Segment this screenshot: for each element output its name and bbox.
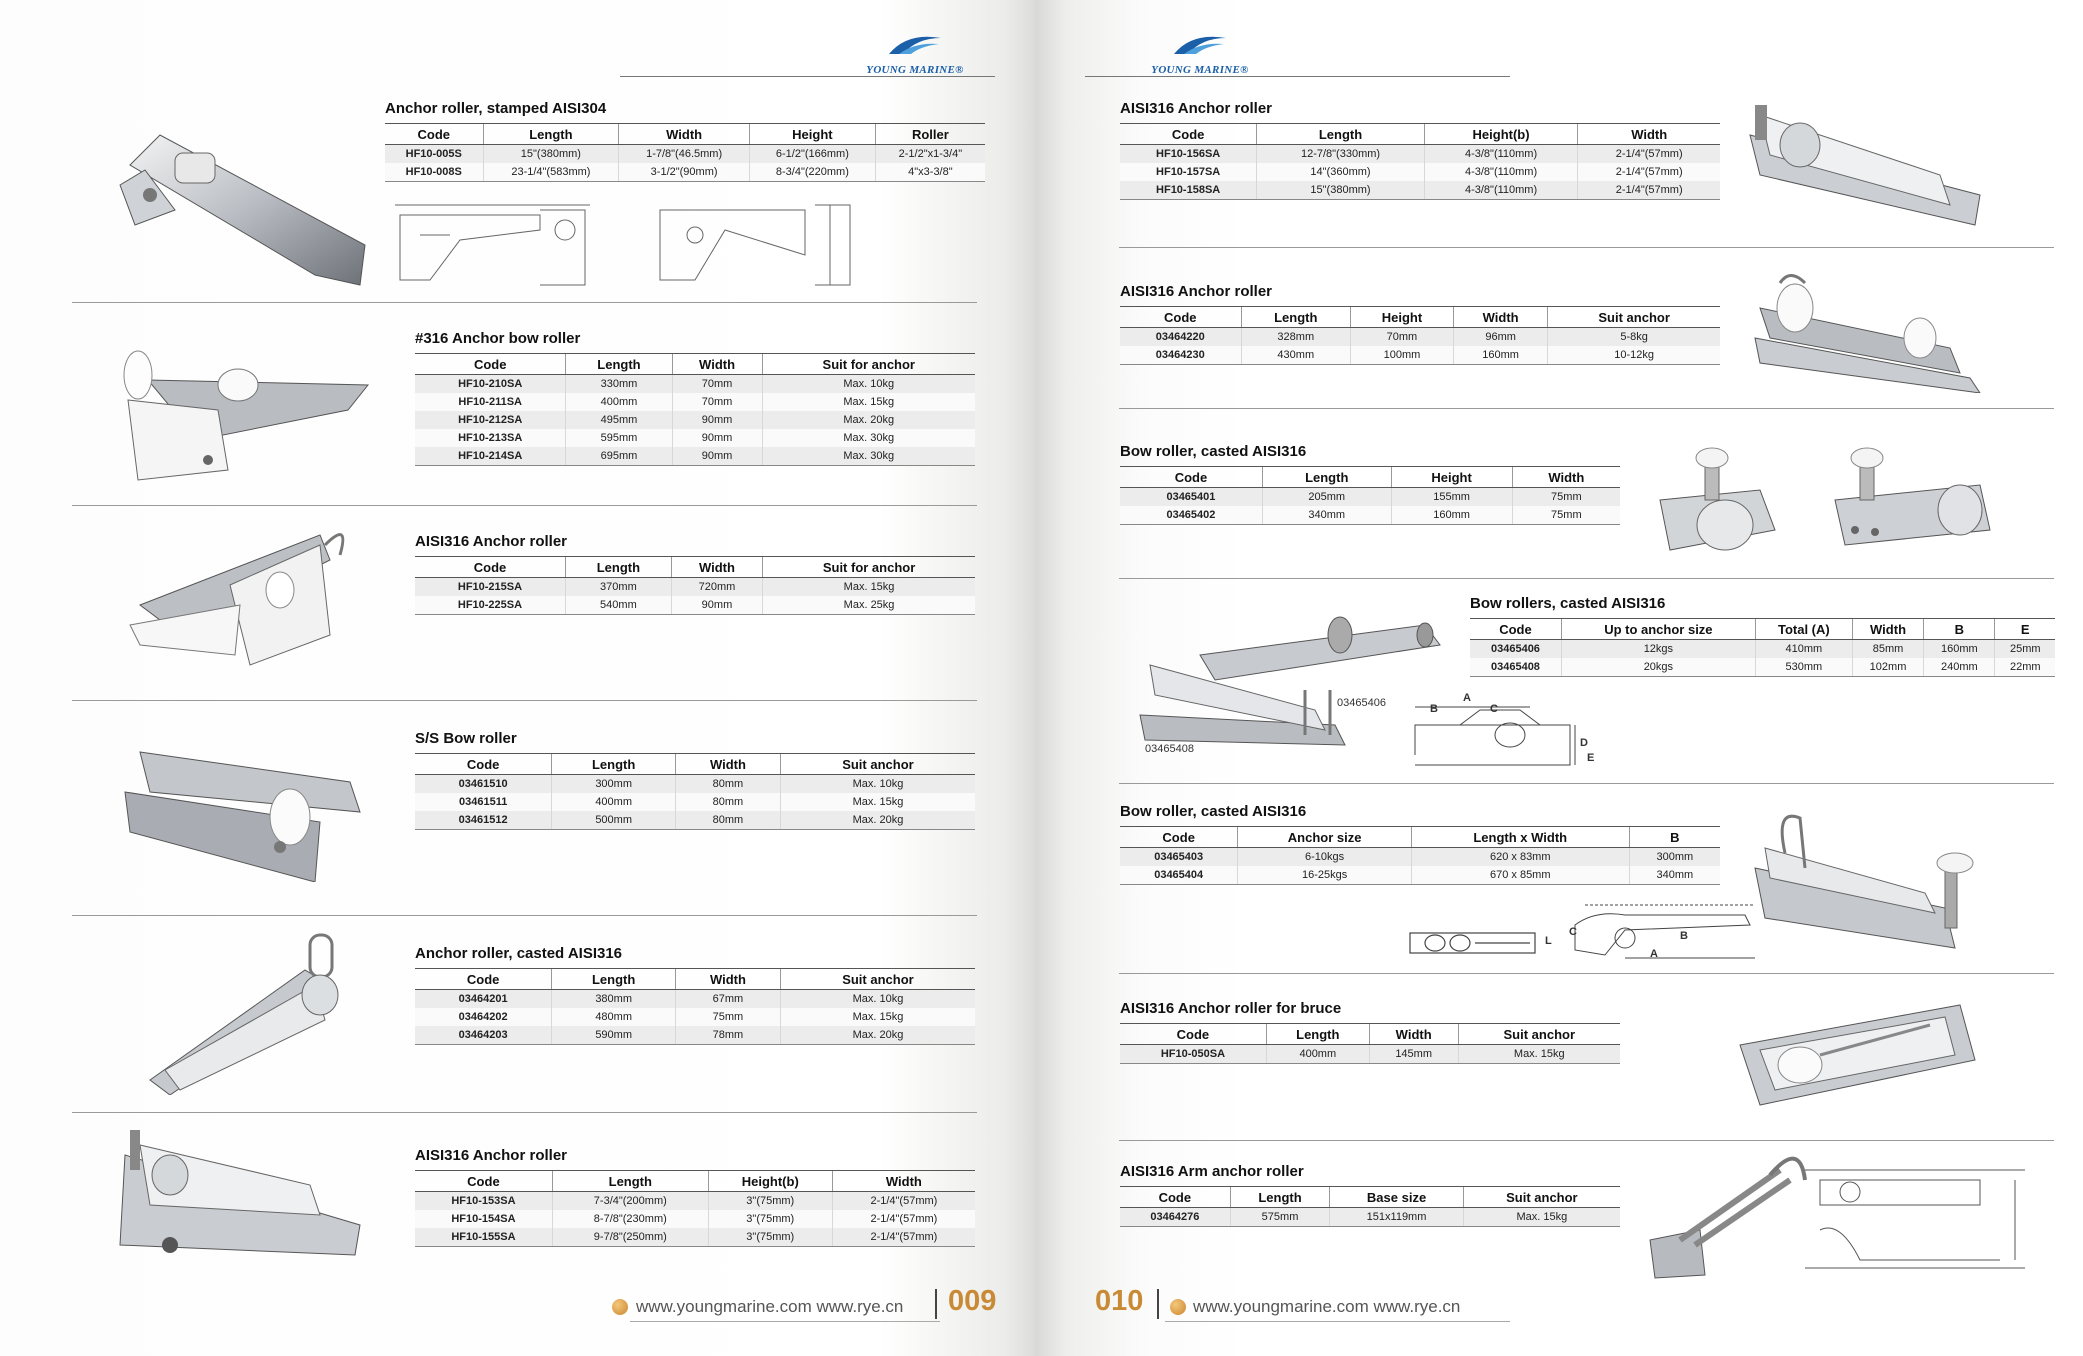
table-row: HF10-212SA 495mm 90mm Max. 20kg bbox=[415, 411, 975, 429]
section-title: Bow rollers, casted AISI316 bbox=[1470, 595, 1666, 612]
section-aisi316-anchor-roller-a bbox=[415, 533, 975, 615]
table-row: HF10-211SA 400mm 70mm Max. 15kg bbox=[415, 393, 975, 411]
spec-table bbox=[415, 556, 975, 615]
side-view-dimension-drawing bbox=[1565, 900, 1765, 960]
header-rule bbox=[1085, 76, 1510, 77]
section-bow-rollers-casted bbox=[1470, 595, 2055, 677]
col-width: Width bbox=[1453, 307, 1547, 328]
col-suit: Suit for anchor bbox=[763, 557, 975, 578]
col-suit: Suit anchor bbox=[780, 969, 975, 990]
col-suit: Suit anchor bbox=[1458, 1024, 1620, 1045]
left-page bbox=[0, 0, 1035, 1356]
website-link[interactable]: www.youngmarine.com www.rye.cn bbox=[1193, 1297, 1461, 1316]
section-divider bbox=[1119, 408, 2054, 409]
bow-roller-03465408-image bbox=[1135, 655, 1350, 750]
col-length: Length bbox=[552, 969, 676, 990]
boat-logo-icon bbox=[885, 30, 945, 58]
spec-table bbox=[1120, 123, 1720, 200]
col-code: Code bbox=[415, 754, 552, 775]
table-row: HF10-155SA 9-7/8"(250mm) 3"(75mm) 2-1/4"(57mm) bbox=[415, 1228, 975, 1247]
spec-table bbox=[415, 753, 975, 830]
dim-label-e: E bbox=[1587, 752, 1595, 764]
table-row: 03464202 480mm 75mm Max. 15kg bbox=[415, 1008, 975, 1026]
table-row: 03464230 430mm 100mm 160mm 10-12kg bbox=[1120, 346, 1720, 365]
col-width: Width bbox=[1852, 619, 1923, 640]
spec-table bbox=[1120, 306, 1720, 365]
col-height: Height bbox=[749, 124, 875, 145]
section-title: Bow roller, casted AISI316 bbox=[1120, 803, 1307, 820]
col-height: Height bbox=[1350, 307, 1453, 328]
section-divider bbox=[72, 1112, 977, 1113]
section-bow-roller-casted-a bbox=[1120, 443, 1620, 525]
spec-table bbox=[1120, 1186, 1620, 1227]
col-code: Code bbox=[385, 124, 483, 145]
table-row: 03464220 328mm 70mm 96mm 5-8kg bbox=[1120, 328, 1720, 347]
col-width: Width bbox=[1578, 124, 1720, 145]
col-length: Length bbox=[1262, 467, 1391, 488]
col-height: Height(b) bbox=[708, 1171, 832, 1192]
spec-table bbox=[385, 123, 985, 182]
bow-rollers-dimension-drawing bbox=[1410, 695, 1600, 770]
section-divider bbox=[1119, 578, 2054, 579]
col-roller: Roller bbox=[875, 124, 985, 145]
table-row: 03465401 205mm 155mm 75mm bbox=[1120, 488, 1620, 507]
globe-icon bbox=[1170, 1299, 1186, 1315]
section-aisi316-anchor-roller-b bbox=[415, 1147, 975, 1247]
col-code: Code bbox=[1120, 124, 1257, 145]
section-ss-bow-roller bbox=[415, 730, 975, 830]
section-arm-anchor-roller bbox=[1120, 1163, 1620, 1227]
col-height: Height bbox=[1391, 467, 1512, 488]
footer-divider bbox=[935, 1289, 937, 1319]
dim-label-c: C bbox=[1569, 926, 1577, 938]
col-height: Height(b) bbox=[1424, 124, 1578, 145]
section-title: S/S Bow roller bbox=[415, 730, 517, 747]
col-code: Code bbox=[1470, 619, 1561, 640]
dim-label-a: A bbox=[1463, 692, 1471, 704]
spec-table bbox=[415, 353, 975, 466]
header-rule bbox=[620, 76, 995, 77]
table-row: 03464203 590mm 78mm Max. 20kg bbox=[415, 1026, 975, 1045]
col-suit: Suit anchor bbox=[780, 754, 975, 775]
brand-name: YOUNG MARINE® bbox=[866, 64, 964, 76]
dim-label-d: D bbox=[1580, 737, 1588, 749]
brand-logo bbox=[845, 30, 985, 76]
table-row: HF10-210SA 330mm 70mm Max. 10kg bbox=[415, 375, 975, 394]
section-anchor-roller-for-bruce bbox=[1120, 1000, 1620, 1064]
col-base-size: Base size bbox=[1330, 1187, 1463, 1208]
table-row: 03465406 12kgs 410mm 85mm 160mm 25mm bbox=[1470, 640, 2055, 659]
col-width: Width bbox=[676, 754, 781, 775]
table-row: 03461510 300mm 80mm Max. 10kg bbox=[415, 775, 975, 794]
col-length: Length bbox=[1241, 307, 1350, 328]
section-divider bbox=[1119, 783, 2054, 784]
dim-label-c: C bbox=[1490, 703, 1498, 715]
table-row: HF10-153SA 7-3/4"(200mm) 3"(75mm) 2-1/4"(57mm) bbox=[415, 1192, 975, 1211]
aisi316-anchor-roller-b-image bbox=[110, 1125, 365, 1260]
col-suit: Suit anchor bbox=[1548, 307, 1720, 328]
table-row: 03465404 16-25kgs 670 x 85mm 340mm bbox=[1120, 866, 1720, 885]
dim-label-b: B bbox=[1430, 703, 1438, 715]
bow-roller-small-image bbox=[1650, 440, 1780, 555]
section-divider bbox=[72, 915, 977, 916]
footer-divider bbox=[1157, 1289, 1159, 1319]
col-e: E bbox=[1995, 619, 2055, 640]
section-aisi316-anchor-roller-c bbox=[1120, 100, 1720, 200]
col-code: Code bbox=[1120, 307, 1241, 328]
section-title: #316 Anchor bow roller bbox=[415, 330, 581, 347]
col-length-width: Length x Width bbox=[1411, 827, 1629, 848]
section-title: AISI316 Arm anchor roller bbox=[1120, 1163, 1304, 1180]
globe-icon bbox=[612, 1299, 628, 1315]
aisi316-anchor-roller-d-image bbox=[1750, 268, 1990, 393]
col-width: Width bbox=[1369, 1024, 1458, 1045]
col-total: Total (A) bbox=[1755, 619, 1852, 640]
boat-logo-icon bbox=[1170, 30, 1230, 58]
col-length: Length bbox=[552, 754, 676, 775]
technical-drawing-top-view bbox=[655, 200, 855, 290]
section-aisi316-anchor-roller-d bbox=[1120, 283, 1720, 365]
section-divider bbox=[72, 302, 977, 303]
section-title: AISI316 Anchor roller bbox=[415, 533, 567, 550]
table-row: HF10-050SA 400mm 145mm Max. 15kg bbox=[1120, 1045, 1620, 1064]
page-number: 009 bbox=[948, 1285, 997, 1317]
right-page bbox=[1035, 0, 2083, 1356]
spec-table bbox=[415, 968, 975, 1045]
top-view-dimension-drawing bbox=[1405, 925, 1540, 960]
table-row: HF10-156SA 12-7/8"(330mm) 4-3/8"(110mm) 2-1/4"(57mm) bbox=[1120, 145, 1720, 164]
table-row: HF10-157SA 14"(360mm) 4-3/8"(110mm) 2-1/4"(57mm) bbox=[1120, 163, 1720, 181]
table-row: 03461512 500mm 80mm Max. 20kg bbox=[415, 811, 975, 830]
spec-table bbox=[1120, 466, 1620, 525]
section-bow-roller-casted-b bbox=[1120, 803, 1720, 885]
part-label-03465406: 03465406 bbox=[1337, 697, 1386, 709]
col-anchor-size: Up to anchor size bbox=[1561, 619, 1755, 640]
footer-rule bbox=[1165, 1321, 1510, 1322]
bow-roller-casted-b-image bbox=[1745, 808, 2005, 958]
spec-table bbox=[1120, 826, 1720, 885]
table-row: 03461511 400mm 80mm Max. 15kg bbox=[415, 793, 975, 811]
section-divider bbox=[1119, 973, 2054, 974]
dim-label-a: A bbox=[1650, 948, 1658, 960]
table-row: HF10-154SA 8-7/8"(230mm) 3"(75mm) 2-1/4"(57mm) bbox=[415, 1210, 975, 1228]
col-code: Code bbox=[1120, 1024, 1266, 1045]
footer-left bbox=[600, 1285, 1020, 1325]
arm-roller-dimension-drawing bbox=[1800, 1160, 2035, 1275]
table-row: HF10-213SA 595mm 90mm Max. 30kg bbox=[415, 429, 975, 447]
col-length: Length bbox=[1257, 124, 1424, 145]
section-title: AISI316 Anchor roller bbox=[1120, 100, 1272, 117]
col-width: Width bbox=[619, 124, 750, 145]
col-width: Width bbox=[832, 1171, 975, 1192]
col-anchor-size: Anchor size bbox=[1238, 827, 1412, 848]
page-number: 010 bbox=[1095, 1285, 1144, 1317]
col-length: Length bbox=[552, 1171, 708, 1192]
brand-name: YOUNG MARINE® bbox=[1151, 64, 1249, 76]
col-width: Width bbox=[672, 354, 762, 375]
table-row: 03465403 6-10kgs 620 x 83mm 300mm bbox=[1120, 848, 1720, 867]
section-title: AISI316 Anchor roller for bruce bbox=[1120, 1000, 1342, 1017]
col-code: Code bbox=[1120, 827, 1238, 848]
technical-drawing-side-view bbox=[390, 200, 640, 290]
spec-table bbox=[1120, 1023, 1620, 1064]
col-length: Length bbox=[1266, 1024, 1369, 1045]
col-b: B bbox=[1924, 619, 1995, 640]
col-code: Code bbox=[415, 557, 565, 578]
footer-right bbox=[1095, 1285, 1535, 1325]
section-title: AISI316 Anchor roller bbox=[1120, 283, 1272, 300]
ss-bow-roller-image bbox=[120, 712, 365, 882]
part-label-03465408: 03465408 bbox=[1145, 743, 1194, 755]
spec-table bbox=[415, 1170, 975, 1247]
arm-anchor-roller-image bbox=[1640, 1150, 1820, 1280]
aisi316-anchor-roller-image bbox=[120, 515, 360, 675]
dim-label-b: B bbox=[1680, 930, 1688, 942]
section-title: Anchor roller, casted AISI316 bbox=[415, 945, 623, 962]
anchor-roller-for-bruce-image bbox=[1730, 995, 1980, 1115]
col-suit: Suit for anchor bbox=[762, 354, 975, 375]
col-width: Width bbox=[671, 557, 762, 578]
website-link[interactable]: www.youngmarine.com www.rye.cn bbox=[636, 1297, 904, 1316]
col-width: Width bbox=[676, 969, 781, 990]
section-title: Anchor roller, stamped AISI304 bbox=[385, 100, 607, 117]
col-code: Code bbox=[415, 1171, 552, 1192]
table-row: HF10-005S 15"(380mm) 1-7/8"(46.5mm) 6-1/2"(166mm) 2-1/2"x1-3/4" bbox=[385, 145, 985, 164]
col-code: Code bbox=[415, 969, 552, 990]
anchor-bow-roller-image bbox=[108, 340, 373, 490]
section-divider bbox=[72, 505, 977, 506]
section-divider bbox=[1119, 247, 2054, 248]
section-title: Bow roller, casted AISI316 bbox=[1120, 443, 1307, 460]
table-row: HF10-215SA 370mm 720mm Max. 15kg bbox=[415, 578, 975, 597]
table-row: 03464276 575mm 151x119mm Max. 15kg bbox=[1120, 1208, 1620, 1227]
dim-label-l: L bbox=[1545, 935, 1552, 947]
section-casted-anchor-roller bbox=[415, 945, 975, 1045]
spec-table bbox=[1470, 618, 2055, 677]
aisi316-anchor-roller-c-image bbox=[1740, 105, 1995, 230]
col-code: Code bbox=[1120, 1187, 1230, 1208]
section-316-anchor-bow-roller bbox=[415, 330, 975, 466]
brand-logo bbox=[1130, 30, 1270, 76]
section-stamped-anchor-roller bbox=[385, 100, 985, 182]
table-row: 03465402 340mm 160mm 75mm bbox=[1120, 506, 1620, 525]
section-divider bbox=[72, 700, 977, 701]
col-code: Code bbox=[1120, 467, 1262, 488]
section-title: AISI316 Anchor roller bbox=[415, 1147, 567, 1164]
table-row: HF10-158SA 15"(380mm) 4-3/8"(110mm) 2-1/4"(57mm) bbox=[1120, 181, 1720, 200]
col-length: Length bbox=[565, 557, 671, 578]
col-length: Length bbox=[566, 354, 672, 375]
stamped-anchor-roller-image bbox=[115, 125, 370, 290]
col-width: Width bbox=[1512, 467, 1620, 488]
table-row: 03465408 20kgs 530mm 102mm 240mm 22mm bbox=[1470, 658, 2055, 677]
footer-rule bbox=[630, 1321, 940, 1322]
section-divider bbox=[1119, 1140, 2054, 1141]
bow-roller-large-image bbox=[1830, 440, 1995, 550]
col-length: Length bbox=[483, 124, 619, 145]
col-length: Length bbox=[1230, 1187, 1330, 1208]
table-row: HF10-214SA 695mm 90mm Max. 30kg bbox=[415, 447, 975, 466]
col-code: Code bbox=[415, 354, 566, 375]
table-row: HF10-008S 23-1/4"(583mm) 3-1/2"(90mm) 8-3/4"(220mm) 4"x3-3/8" bbox=[385, 163, 985, 182]
casted-anchor-roller-image bbox=[140, 930, 355, 1095]
col-suit: Suit anchor bbox=[1463, 1187, 1620, 1208]
table-row: HF10-225SA 540mm 90mm Max. 25kg bbox=[415, 596, 975, 615]
table-row: 03464201 380mm 67mm Max. 10kg bbox=[415, 990, 975, 1009]
col-b: B bbox=[1629, 827, 1720, 848]
